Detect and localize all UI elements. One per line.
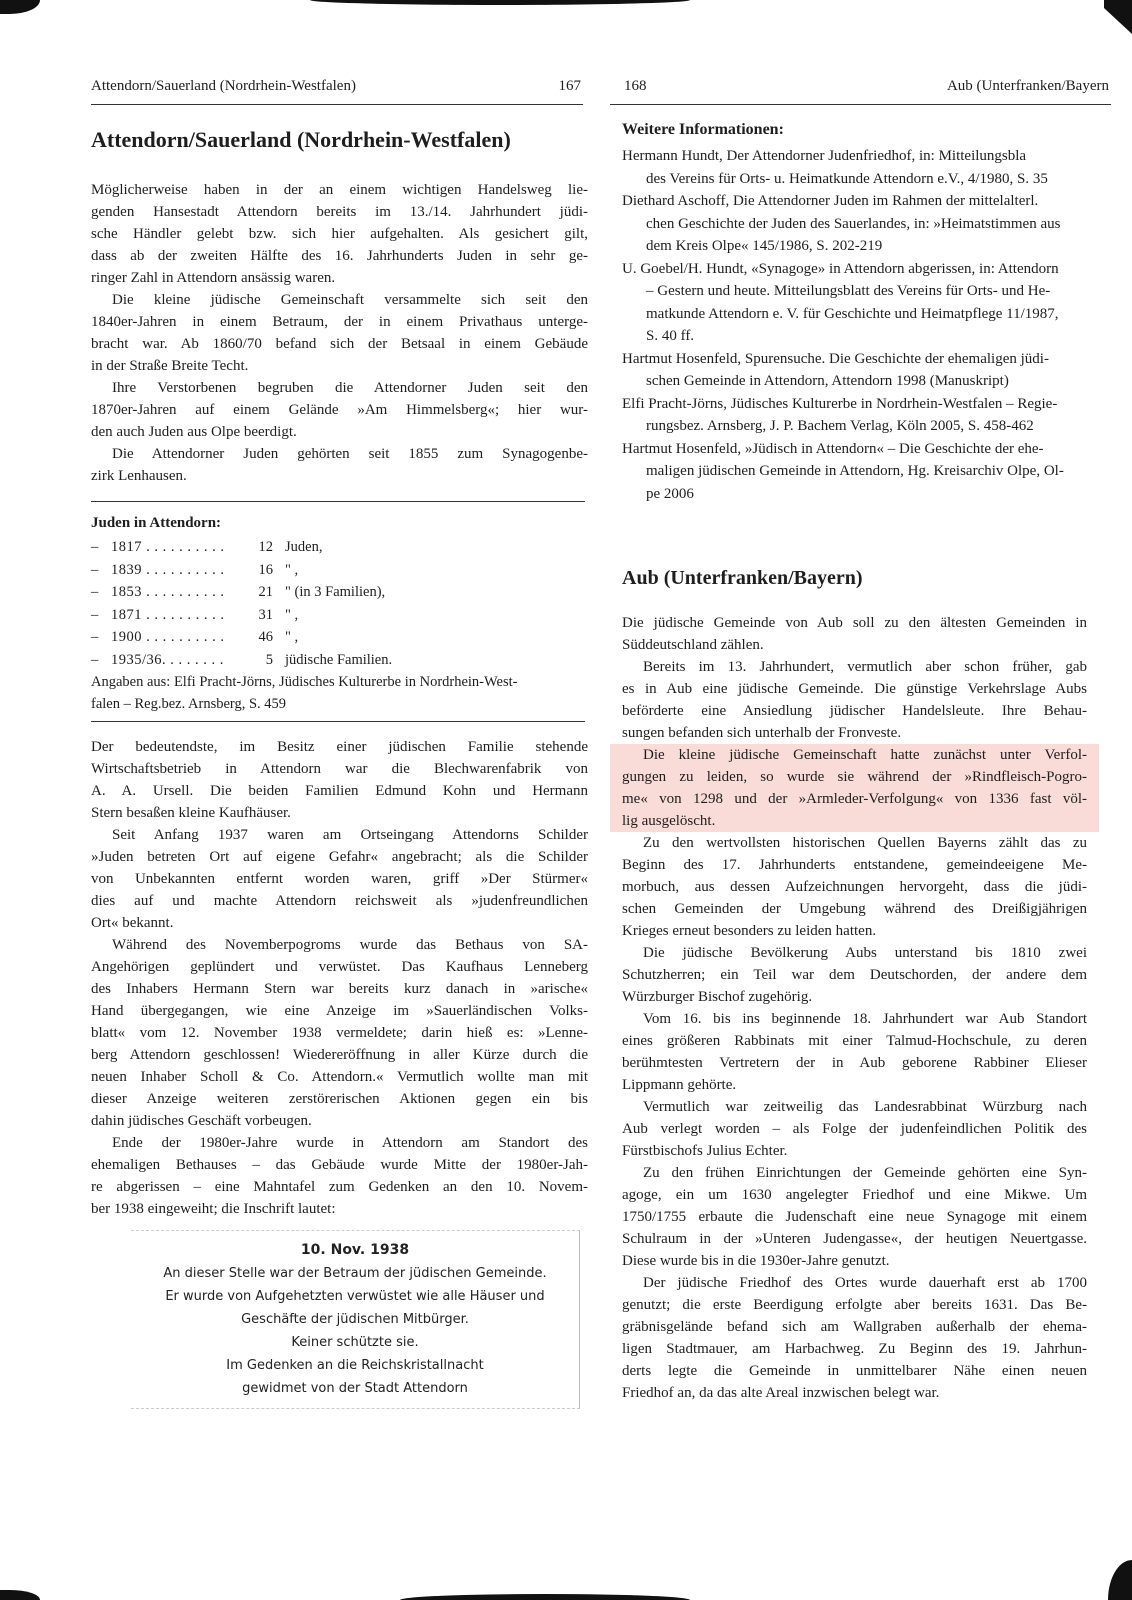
text-line: Elfi Pracht-Jörns, Jüdisches Kulturerbe in Nordrhein-Westfalen – Regie- xyxy=(622,395,1058,412)
cell-year: 1839 . . . . . . . . . . xyxy=(111,561,225,578)
text-line: Der bedeutendste, im Besitz einer jüdischen Familie stehende xyxy=(91,739,588,755)
body-text-history xyxy=(91,736,588,1220)
reference-entry xyxy=(622,190,1087,258)
inscription-date: 10. Nov. 1938 xyxy=(300,1242,410,1258)
running-head-left xyxy=(91,78,583,105)
cell-year: 1817 . . . . . . . . . . xyxy=(111,539,225,555)
paragraph xyxy=(622,832,1087,942)
inscription-line: An dieser Stelle war der Betraum der jüdischen Gemeinde. xyxy=(163,1266,547,1281)
reference-entry xyxy=(622,145,1087,190)
text-line: dieser Anzeige weiteren zerstörerischen Aktionen gegen ein bis xyxy=(91,1091,588,1107)
text-line: berühmtesten Vertretern der in Aub geborene Rabbiner Elieser xyxy=(622,1055,1087,1071)
page-number: 167 xyxy=(558,78,581,94)
text-line: ringer Zahl in Attendorn ansässig waren. xyxy=(91,270,336,286)
text-line: Diethard Aschoff, Die Attendorner Juden im Rahmen der mittelalterl. xyxy=(622,193,1039,209)
text-line: des Vereins für Orts- u. Heimatkunde Attendorn e.V., 4/1980, S. 35 xyxy=(646,170,1048,187)
text-line: Hand übergegangen, wie eine Anzeige im »Sauerländischen Volks- xyxy=(91,1003,588,1019)
cell-count: 31 xyxy=(258,606,273,623)
table-row xyxy=(91,626,588,649)
cell-count: 5 xyxy=(265,651,273,668)
text-line: schen Gemeinde in Attendorn, Attendorn 1998 (Manuskript) xyxy=(646,373,1009,389)
cell-dash: – xyxy=(91,629,99,645)
body-text-history xyxy=(622,832,1087,1404)
text-line: in der Straße Breite Techt. xyxy=(91,358,249,374)
text-line: beförderte eine Ansiedlung jüdischer Handelsleute. Ihre Behau- xyxy=(622,703,1087,719)
text-line: U. Goebel/H. Hundt, «Synagoge» in Attendorn abgerissen, in: Attendorn xyxy=(622,260,1059,277)
text-line: Bereits im 13. Jahrhundert, vermutlich aber schon früher, gab xyxy=(643,659,1087,675)
text-line: Diese wurde bis in die 1930er-Jahre genutzt. xyxy=(622,1253,890,1269)
inscription-line: Er wurde von Aufgehetzten verwüstet wie alle Häuser und xyxy=(165,1289,545,1304)
paragraph xyxy=(91,1132,588,1220)
body-text-intro xyxy=(91,179,588,487)
text-line: Angaben aus: Elfi Pracht-Jörns, Jüdisches Kulturerbe in Nordrhein-West- xyxy=(91,674,518,690)
paragraph xyxy=(91,179,588,289)
inscription-line: gewidmet von der Stadt Attendorn xyxy=(242,1381,468,1396)
paragraph xyxy=(91,289,588,377)
text-line: Ort« bekannt. xyxy=(91,915,174,931)
paragraph xyxy=(91,377,588,443)
text-line: Die kleine jüdische Gemeinschaft hatte zunächst unter Verfol- xyxy=(643,747,1087,763)
text-line: re abgerissen – eine Mahntafel zum Gedenken an den 10. Novem- xyxy=(91,1179,588,1195)
running-head-right xyxy=(610,78,1111,105)
text-line: 1750/1755 erbaute die Judenschaft eine neue Synagoge mit einem xyxy=(622,1209,1087,1225)
text-line: neuen Inhaber Scholl & Co. Attendorn.« Vermutlich wollte man mit xyxy=(91,1069,588,1085)
population-table xyxy=(91,512,588,715)
text-line: Schulraum in der »Unteren Judengasse«, der heutigen Neuertgasse. xyxy=(622,1231,1087,1247)
text-line: Die kleine jüdische Gemeinschaft versammelte sich seit den xyxy=(112,292,588,308)
text-line: dass ab der zweiten Hälfte des 16. Jahrhunderts Juden in sehr ge- xyxy=(91,248,588,264)
text-line: genden Hansestadt Attendorn bereits im 13./14. Jahrhundert jüdi- xyxy=(91,204,588,220)
cell-unit: Juden, xyxy=(285,539,323,555)
cell-unit: " (in 3 Familien), xyxy=(285,584,386,600)
text-line: Zu den frühen Einrichtungen der Gemeinde gehörten eine Syn- xyxy=(643,1165,1087,1181)
paragraph xyxy=(622,1096,1087,1162)
section-title: Aub (Unterfranken/Bayern) xyxy=(622,567,863,589)
text-line: blatt« vom 12. November 1938 vermeldete; darin hieß es: »Lenne- xyxy=(91,1025,588,1041)
scan-shadow-top-right xyxy=(1104,0,1132,34)
paragraph xyxy=(91,934,588,1132)
references-title: Weitere Informationen: xyxy=(622,121,784,138)
text-line: sche Händler gelebt bzw. sich hier aufgehalten. Als gesichert gilt, xyxy=(91,226,588,242)
text-line: derts legte die Gemeinde in unmittelbarer Nähe einen neuen xyxy=(622,1363,1087,1379)
text-line: S. 40 ff. xyxy=(646,328,695,344)
cell-dash: – xyxy=(91,539,99,555)
text-line: Stern besaßen kleine Kaufhäuser. xyxy=(91,805,291,821)
text-line: von Unbekannten entfernt worden waren, griff »Der Stürmer« xyxy=(91,871,588,887)
running-head-title: Aub (Unterfranken/Bayern xyxy=(946,78,1109,94)
text-line: Die Attendorner Juden gehörten seit 1855 zum Synagogenbe- xyxy=(112,446,588,462)
paragraph xyxy=(622,1272,1087,1404)
text-line: Ihre Verstorbenen begruben die Attendorner Juden seit den xyxy=(112,380,588,396)
paragraph xyxy=(622,942,1087,1008)
text-line: – Gestern und heute. Mitteilungsblatt des Vereins für Orts- und He- xyxy=(646,283,1051,299)
cell-count: 46 xyxy=(258,629,273,645)
text-line: me« von 1298 und der »Armleder-Verfolgung« von 1336 fast völ- xyxy=(622,791,1087,807)
text-line: Die jüdische Gemeinde von Aub soll zu den ältesten Gemeinden in xyxy=(622,615,1087,631)
table-row xyxy=(91,536,588,559)
left-page xyxy=(91,78,588,1409)
text-line: Möglicherweise haben in der an einem wichtigen Handelsweg lie- xyxy=(91,182,588,198)
text-line: berg Attendorn geschlossen! Wiedereröffnung in aller Kürze durch die xyxy=(91,1047,588,1063)
text-line: dies auf und machte Attendorn reichsweit als »judenfreundlichen xyxy=(91,893,588,909)
text-line: Ende der 1980er-Jahre wurde in Attendorn am Standort des xyxy=(112,1135,588,1151)
text-line: Zu den wertvollsten historischen Quellen Bayerns zählt das zu xyxy=(643,835,1087,851)
text-line: Hartmut Hosenfeld, Spurensuche. Die Geschichte der ehemaligen jüdi- xyxy=(622,350,1049,367)
cell-year: 1900 . . . . . . . . . . xyxy=(111,629,225,645)
text-line: schen Gemeinden der Umgebung während des Dreißigjährigen xyxy=(622,901,1087,917)
text-line: Vom 16. bis ins beginnende 18. Jahrhundert war Aub Standort xyxy=(643,1011,1087,1027)
body-text-intro xyxy=(622,612,1087,744)
text-line: lig ausgelöscht. xyxy=(622,813,716,829)
reference-entry xyxy=(622,438,1087,506)
text-line: Vermutlich war zeitweilig das Landesrabbinat Würzburg nach xyxy=(643,1099,1087,1115)
cell-dash: – xyxy=(91,606,99,623)
cell-year: 1935/36. . . . . . . . xyxy=(111,651,224,668)
scan-shadow-bottom-left xyxy=(0,1590,40,1600)
text-line: gungen zu leiden, so wurde sie während der »Rindfleisch-Pogro- xyxy=(622,769,1087,785)
cell-year: 1871 . . . . . . . . . . xyxy=(111,606,225,623)
text-line: bracht war. Ab 1860/70 befand sich der Betsaal in einem Gebäude xyxy=(91,336,588,352)
text-line: Schutzherren; ein Teil war dem Deutschorden, der andere dem xyxy=(622,967,1087,983)
cell-dash: – xyxy=(91,561,99,578)
table-row xyxy=(91,649,588,672)
text-line: Süddeutschland zählen. xyxy=(622,637,764,653)
text-line: Beginn des 17. Jahrhunderts entstandene, gemeindeeigene Me- xyxy=(622,857,1087,873)
text-line: ehemaligen Bethauses – das Gebäude wurde Mitte der 1980er-Jah- xyxy=(91,1157,588,1173)
table-row xyxy=(91,604,588,627)
text-line: pe 2006 xyxy=(646,485,694,502)
cell-dash: – xyxy=(91,584,99,600)
paragraph xyxy=(622,612,1087,656)
text-line: Fürstbischofs Julius Echter. xyxy=(622,1143,788,1159)
text-line: falen – Reg.bez. Arnsberg, S. 459 xyxy=(91,696,287,712)
cell-year: 1853 . . . . . . . . . . xyxy=(111,584,225,600)
highlighted-paragraph xyxy=(610,744,1099,832)
scan-shadow-bottom-right xyxy=(1108,1560,1132,1600)
cell-dash: – xyxy=(91,651,99,668)
references-list xyxy=(622,145,1087,505)
text-line: dahin jüdisches Geschäft vorbeugen. xyxy=(91,1113,312,1129)
text-line: Der jüdische Friedhof des Ortes wurde dauerhaft erst ab 1700 xyxy=(643,1275,1087,1291)
text-line: A. A. Ursell. Die beiden Familien Edmund Kohn und Hermann xyxy=(91,783,588,799)
text-line: sungen befanden sich unterhalb der Fronveste. xyxy=(622,725,902,741)
inscription-line: Im Gedenken an die Reichskristallnacht xyxy=(226,1358,484,1373)
paragraph xyxy=(91,736,588,824)
paragraph xyxy=(622,1008,1087,1096)
paragraph xyxy=(91,443,588,487)
text-line: 1840er-Jahren in einem Betraum, der in einem Privathaus unterge- xyxy=(91,314,588,330)
inscription-line: Geschäfte der jüdischen Mitbürger. xyxy=(241,1312,469,1327)
text-line: matkunde Attendorn e. V. für Geschichte und Heimatpflege 11/1987, xyxy=(646,305,1059,322)
text-line: »Juden betreten Ort auf eigene Gefahr« angebracht; als die Schilder xyxy=(91,849,588,865)
paragraph xyxy=(91,824,588,934)
text-line: morbuch, aus dessen Aufzeichnungen hervorgeht, dass die jüdi- xyxy=(622,879,1087,895)
text-line: es in Aub eine jüdische Gemeinde. Die günstige Verkehrslage Aubs xyxy=(622,681,1087,697)
text-line: eines größeren Rabbinats mit einer Talmud-Hochschule, zu deren xyxy=(622,1033,1087,1049)
memorial-inscription xyxy=(131,1230,580,1409)
cell-count: 16 xyxy=(258,561,273,578)
text-line: Während des Novemberpogroms wurde das Bethaus von SA- xyxy=(112,937,588,953)
cell-unit: " , xyxy=(285,561,299,578)
table-row xyxy=(91,581,588,604)
text-line: Wirtschaftsbetrieb in Attendorn war die Blechwarenfabrik von xyxy=(91,761,588,777)
paragraph xyxy=(622,1162,1087,1272)
text-line: Friedhof an, da das alte Areal inzwischen belegt war. xyxy=(622,1385,940,1401)
inscription-line: Keiner schützte sie. xyxy=(291,1335,419,1350)
text-line: dem Kreis Olpe« 145/1986, S. 202-219 xyxy=(646,238,883,254)
section-title: Attendorn/Sauerland (Nordrhein-Westfalen) xyxy=(91,127,511,152)
cell-unit: " , xyxy=(285,629,299,645)
cell-count: 12 xyxy=(258,539,273,555)
divider xyxy=(91,501,585,502)
text-line: rungsbez. Arnsberg, J. P. Bachem Verlag, Köln 2005, S. 458-462 xyxy=(646,418,1034,434)
page-number: 168 xyxy=(624,78,647,94)
cell-unit: " , xyxy=(285,606,299,623)
table-source-note xyxy=(91,671,588,715)
table-title: Juden in Attendorn: xyxy=(91,515,222,531)
text-line: Angehörigen geplündert und verwüstet. Das Kaufhaus Lenneberg xyxy=(91,959,588,975)
scan-shadow-top-left xyxy=(0,0,40,14)
text-line: Seit Anfang 1937 waren am Ortseingang Attendorns Schilder xyxy=(112,827,588,843)
table-row xyxy=(91,559,588,582)
cell-unit: jüdische Familien. xyxy=(285,651,393,668)
running-head-title: Attendorn/Sauerland (Nordrhein-Westfalen) xyxy=(91,78,356,94)
text-line: Lippmann gehörte. xyxy=(622,1077,737,1093)
scan-shadow-bottom xyxy=(400,1594,690,1600)
divider xyxy=(91,721,585,722)
text-line: ber 1938 eingeweiht; die Inschrift lautet: xyxy=(91,1201,336,1217)
text-line: chen Geschichte der Juden des Sauerlandes, in: »Heimatstimmen aus xyxy=(646,215,1061,232)
paragraph xyxy=(622,656,1087,744)
text-line: zirk Lenhausen. xyxy=(91,468,187,484)
reference-entry xyxy=(622,348,1087,393)
text-line: den auch Juden aus Olpe beerdigt. xyxy=(91,424,297,440)
cell-count: 21 xyxy=(258,584,273,600)
text-line: Krieges erneut besonders zu leiden hatten. xyxy=(622,923,877,939)
text-line: genutzt; die erste Beerdigung erfolgte aber bereits 1631. Das Be- xyxy=(622,1297,1087,1313)
right-page xyxy=(622,78,1109,1404)
text-line: Hartmut Hosenfeld, »Jüdisch in Attendorn« – Die Geschichte der ehe- xyxy=(622,440,1044,457)
text-line: Würzburger Bischof zugehörig. xyxy=(622,989,813,1005)
scan-shadow-top xyxy=(310,0,690,5)
text-line: ligen Stadtmauer, am Harbachweg. Zu Beginn des 19. Jahrhun- xyxy=(622,1341,1087,1357)
text-line: Aub verlegt worden – als Folge der judenfeindlichen Politik des xyxy=(622,1121,1087,1137)
text-line: 1870er-Jahren auf einem Gelände »Am Himmelsberg«; hier wur- xyxy=(91,402,588,418)
text-line: des Inhabers Hermann Stern war bereits kurz danach in »arische« xyxy=(91,981,588,997)
reference-entry xyxy=(622,258,1087,348)
text-line: gräbnisgelände befand sich am Wallgraben außerhalb der ehema- xyxy=(622,1319,1087,1335)
text-line: Die jüdische Bevölkerung Aubs unterstand bis 1810 zwei xyxy=(643,945,1087,961)
text-line: maligen jüdischen Gemeinde in Attendorn, Hg. Kreisarchiv Olpe, Ol- xyxy=(646,463,1064,479)
text-line: agoge, ein um 1630 angelegter Friedhof und eine Mikwe. Um xyxy=(622,1187,1087,1203)
text-line: Hermann Hundt, Der Attendorner Judenfriedhof, in: Mitteilungsbla xyxy=(622,148,1027,164)
reference-entry xyxy=(622,393,1087,438)
